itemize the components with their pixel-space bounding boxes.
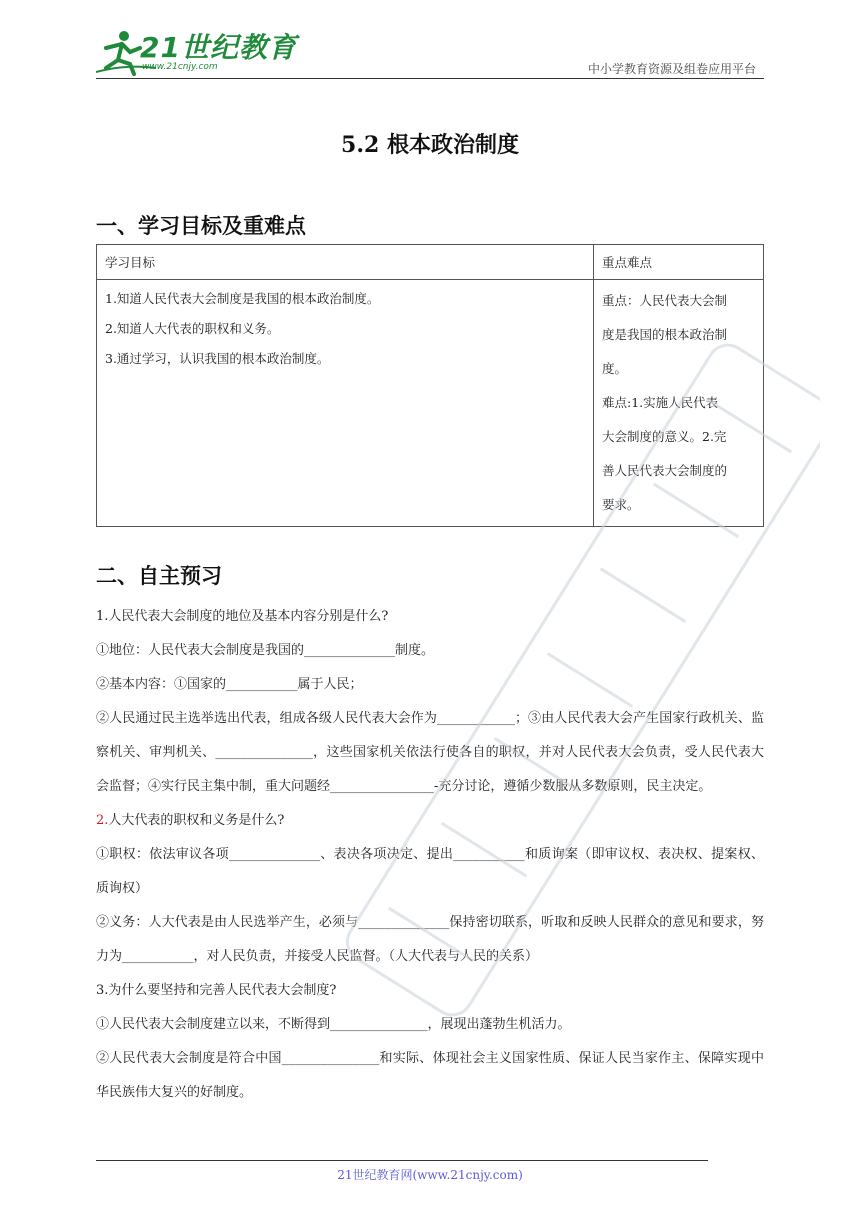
answer-line: ②人民代表大会制度是符合中国_______________和实际、体现社会主义国家性质、保证人民当家作主、保障实现中华民族伟大复兴的好制度。 bbox=[96, 1051, 764, 1100]
platform-name: 中小学教育资源及组卷应用平台 bbox=[587, 62, 756, 76]
answer-line: ②基本内容：①国家的___________属于人民； bbox=[96, 677, 363, 692]
table-header-key-difficult: 重点难点 bbox=[594, 245, 764, 280]
header-divider bbox=[96, 78, 764, 79]
key-difficult-line: 难点:1.实施人民代表 bbox=[602, 395, 719, 410]
question-number: 2. bbox=[96, 813, 109, 828]
key-difficult-cell bbox=[594, 280, 764, 527]
goal-item: 1.知道人民代表大会制度是我国的根本政治制度。 bbox=[105, 291, 380, 306]
answer-line: ①人民代表大会制度建立以来，不断得到_______________，展现出蓬勃生机活力。 bbox=[96, 1017, 571, 1032]
key-difficult-line: 善人民代表大会制度的 bbox=[602, 463, 728, 478]
key-difficult-line: 重点：人民代表大会制 bbox=[602, 293, 728, 308]
footer-link[interactable]: 21世纪教育网(www.21cnjy.com) bbox=[337, 1168, 523, 1182]
question-2 bbox=[96, 804, 764, 838]
section-heading-goals: 一、学习目标及重难点 bbox=[96, 214, 306, 238]
key-difficult-line: 要求。 bbox=[602, 497, 640, 512]
section-heading-preview: 二、自主预习 bbox=[96, 564, 222, 588]
key-difficult-line: 度是我国的根本政治制 bbox=[602, 327, 728, 342]
goal-item: 3.通过学习，认识我国的根本政治制度。 bbox=[105, 351, 330, 366]
page-header bbox=[0, 0, 860, 82]
answer-line: ②义务：人大代表是由人民选举产生，必须与______________保持密切联系，听取和反映人民群众的意见和要求，努力为___________，对人民负责，并接受人民监督。（人大代表与人民的关系） bbox=[96, 915, 764, 964]
question-1: 1.人民代表大会制度的地位及基本内容分别是什么? bbox=[96, 609, 389, 624]
goals-table bbox=[96, 244, 764, 527]
footer-divider bbox=[96, 1160, 708, 1161]
question-text: 人大代表的职权和义务是什么? bbox=[108, 813, 285, 828]
answer-line: ①地位：人民代表大会制度是我国的______________制度。 bbox=[96, 643, 435, 658]
question-3: 3.为什么要坚持和完善人民代表大会制度? bbox=[96, 983, 337, 998]
page-title: 5.2 根本政治制度 bbox=[341, 132, 519, 158]
answer-line: ②人民通过民主选举选出代表，组成各级人民代表大会作为____________；③由人民代表大会产生国家行政机关、监察机关、审判机关、_______________，这些国家机关依法行使各自的职权，并对人民代表大会负责，受人民代表大会监督；④实行民主集中制，重大问题经________________-充分讨论，遵循少数服从多数原则，民主决定。 bbox=[96, 711, 764, 794]
key-difficult-line: 大会制度的意义。2.完 bbox=[602, 429, 727, 444]
logo-text: 21世纪教育 bbox=[140, 31, 297, 64]
goals-cell bbox=[97, 280, 594, 527]
table-header-goals: 学习目标 bbox=[97, 245, 594, 280]
goal-item: 2.知道人大代表的职权和义务。 bbox=[105, 321, 280, 336]
key-difficult-line: 度。 bbox=[602, 361, 628, 376]
logo-url: www.21cnjy.com bbox=[142, 62, 218, 72]
preview-content bbox=[96, 600, 764, 1110]
answer-line: ①职权：依法审议各项______________、表决各项决定、提出___________和质询案（即审议权、表决权、提案权、质询权） bbox=[96, 847, 764, 896]
